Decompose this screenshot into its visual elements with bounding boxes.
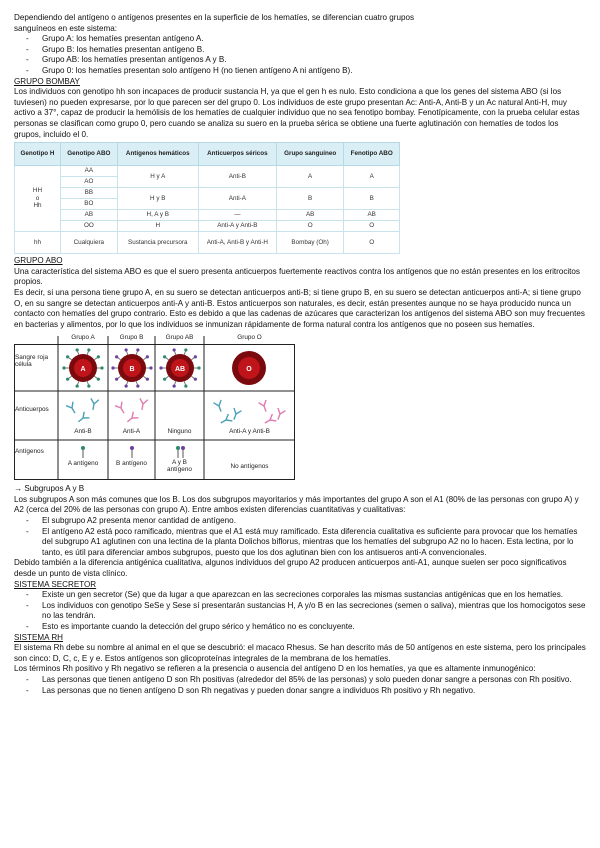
row-label: Antígenos — [15, 448, 44, 456]
antigen-dot — [87, 385, 90, 388]
antigen-label: B antígeno — [116, 460, 147, 468]
subgrupos-bullet: - El subgrupo A2 presenta menor cantidad de antígeno. — [26, 516, 236, 526]
antibody-icon — [274, 408, 285, 421]
antibody-icon — [214, 400, 225, 413]
antigen-dot — [97, 356, 100, 359]
abo-heading: GRUPO ABO — [14, 256, 63, 266]
table-header: Grupo sanguíneo — [276, 143, 343, 166]
abo-genotype-table — [14, 142, 400, 254]
cell-letter: AB — [174, 366, 186, 374]
rh-bullet: - Las personas que tienen antígeno D son Rh positivas (alrededor del 85% de las personas) y solo pueden donar sangre a personas con Rh positivo. — [26, 674, 572, 684]
antibody-icon — [66, 402, 78, 416]
fenotipo-cell: B — [344, 188, 400, 210]
subgrupos-paragraph-2: Debido también a la diferencia antigénica cualitativa, algunos individuos del grupo A2 producen anticuerpos anti-A1, aunque suelen ser poco significativos desde un punto de vista clínico. — [14, 558, 567, 579]
secretor-bullet: - Esto es importante cuando la detección del grupo sérico y hemático no es concluyente. — [26, 622, 355, 631]
antigenos-cell: H y B — [117, 188, 198, 210]
genotipo-abo-cell: AA — [60, 166, 117, 177]
genotipo-abo-cell: OO — [60, 221, 117, 232]
table-cell: O — [344, 232, 400, 254]
antigen-dot — [87, 349, 90, 352]
table-header: Antígenos hemáticos — [117, 143, 198, 166]
genotipo-abo-cell: BB — [60, 188, 117, 199]
antigen-dot — [115, 356, 118, 359]
antibody-icon — [219, 414, 233, 426]
table-row — [15, 166, 400, 177]
row-label: Anticuerpos — [15, 406, 49, 414]
table-row — [15, 188, 400, 199]
antigen-dot — [146, 356, 149, 359]
column-label: Grupo AB — [165, 334, 194, 342]
table-header: Fenotipo ABO — [344, 143, 400, 166]
antigen-dot — [66, 378, 69, 381]
intro-bullet: - Grupo AB: los hematíes presentan antígenos A y B. — [26, 55, 227, 65]
grupo-cell: A — [276, 166, 343, 188]
grupo-cell: O — [276, 221, 343, 232]
antigen-dot — [159, 367, 162, 370]
antigen-markers — [81, 446, 185, 458]
antibody-icon — [138, 399, 148, 411]
antigen-dot — [184, 385, 187, 388]
antigen-ab-icon — [176, 446, 185, 458]
antigenos-cell: H, A y B — [117, 210, 198, 221]
antigen-label: A antígeno — [67, 460, 99, 468]
antigen-dot — [125, 385, 128, 388]
antigen-dot — [173, 349, 176, 352]
intro-line-2: sanguíneos en este sistema: — [14, 23, 118, 33]
antibody-icon — [263, 414, 277, 426]
secretor-bullet: - Existe un gen secretor (Se) que da lugar a que aparezcan en las secreciones corporales las mismas sustancias antigénicas que en los hematíes. — [26, 590, 563, 600]
abo-paragraph-1: Una característica del sistema ABO es que el suero presenta anticuerpos fuertemente reactivos contra los antígenos que no están presentes en los eritrocitos propios. — [14, 266, 580, 287]
antigen-dot — [146, 378, 149, 381]
cell-letter: B — [129, 366, 135, 374]
antigen-dot — [136, 349, 139, 352]
antigen-dot — [163, 378, 166, 381]
antibody-label: Anti-A — [122, 428, 141, 436]
genotipo-abo-cell: BO — [60, 199, 117, 210]
genotipo-abo-cell: AO — [60, 177, 117, 188]
antibody-label: Ninguno — [167, 428, 192, 436]
antibody-icon — [76, 412, 90, 425]
secretor-bullet: - Los individuos con genotipo SeSe y Sese sí presentarán sustancias H, A y/o B en las secreciones (semen o saliva), mientras que los homocigotos sese no las tendrán. — [26, 600, 586, 621]
table-cell: Bombay (Oh) — [276, 232, 343, 254]
antigen-dot — [125, 349, 128, 352]
abo-blood-group-figure — [14, 336, 296, 480]
intro-bullet: - Grupo A: los hematíes presentan antígeno A. — [26, 34, 204, 44]
fenotipo-cell: A — [344, 166, 400, 188]
table-cell: Cualquiera — [60, 232, 117, 254]
antigen-dot — [62, 367, 65, 370]
subgrupos-paragraph-1: Los subgrupos A son más comunes que los B. Los dos subgrupos mayoritarios y más importantes del grupo A son el A1 (80% de las personas con grupo A) y A2 (cerca del 20% de las personas con grupo A). Entre ambos existen diferencias cuantitativas y cualitativas: — [14, 494, 579, 515]
anticuerpos-cell: Anti-B — [198, 166, 276, 188]
antigen-label: No antígenos — [230, 463, 269, 471]
antigen-dot — [66, 356, 69, 359]
antigen-dot — [184, 349, 187, 352]
grupo-cell: AB — [276, 210, 343, 221]
antigen-dot — [149, 367, 152, 370]
rh-bullet: - Las personas que no tienen antígeno D son Rh negativas y pueden donar sangre a individuos Rh positivo y Rh negativo. — [26, 685, 476, 695]
antibody-label: Anti-B — [74, 428, 92, 436]
genotipo-h-cell: HH o Hh — [15, 166, 61, 232]
antigen-dot — [194, 378, 197, 381]
rh-heading: SISTEMA RH — [14, 632, 64, 642]
column-label: Grupo A — [71, 334, 95, 342]
table-row — [15, 232, 400, 254]
antibody-icon — [125, 412, 139, 425]
table-header: Genotipo H — [15, 143, 61, 166]
table-header: Anticuerpos séricos — [198, 143, 276, 166]
antigenos-cell: H — [117, 221, 198, 232]
antigen-dot — [100, 367, 103, 370]
genotipo-abo-cell: AB — [60, 210, 117, 221]
table-cell: Anti-A, Anti-B y Anti-H — [198, 232, 276, 254]
fenotipo-cell: AB — [344, 210, 400, 221]
bombay-heading: GRUPO BOMBAY — [14, 76, 80, 86]
subgrupos-bullet: - El antígeno A2 está poco ramificado, mientras que el A1 está muy ramificado. Esta diferencia cualitativa es suficiente para provocar que los hematíes del subgrupo A1 aglutinen con una lectina de la planta Dolichos biflorus, mientras que los hematíes del subgrupo A2 no lo hacen. Esta lectina, por lo tanto, es útil para diferenciar ambos subgrupos, puesto que los dos aglutinan bien con los antisueros anti-A convencionales. — [26, 526, 578, 557]
antibody-icons — [66, 399, 285, 427]
antigen-dot — [76, 385, 79, 388]
antibody-icon — [259, 400, 270, 413]
antigen-dot — [76, 349, 79, 352]
antigen-dot — [111, 367, 114, 370]
row-label: Sangre roja célula — [15, 354, 49, 369]
antigen-a-icon — [81, 446, 85, 458]
antibody-icon — [115, 402, 127, 416]
antigen-dot — [197, 367, 200, 370]
column-label: Grupo B — [119, 334, 144, 342]
grupo-cell: B — [276, 188, 343, 210]
antibody-icon — [230, 408, 241, 421]
antigen-dot — [97, 378, 100, 381]
antigen-dot — [173, 385, 176, 388]
bombay-paragraph: Los individuos con genotipo hh son incapaces de producir sustancia H, ya que el gen h es nulo. Esto condiciona a que los genes del sistema ABO (si los tuviesen) no pueden expresarse, por lo que parecen ser del grupo 0. Los individuos de este grupo presentan Ac: Anti-A, Anti-B y un Ac natural Anti-H, muy activo a 37°, capaz de producir la hemólisis de los hematíes de cualquier individuo que no sea fenotipo bombay. Fenotípicamente, con la prueba celular estas personas se clasifican como grupo 0, pero cuando se analiza su suero en la prueba sérica se obtiene una fuerte aglutinación con hematíes de todos los grupos, incluido el 0. — [14, 87, 580, 139]
antibody-label: Anti-A y Anti-B — [229, 428, 270, 436]
column-label: Grupo O — [237, 334, 262, 342]
rh-paragraph-1: El sistema Rh debe su nombre al animal en el que se descubrió: el macaco Rhesus. Se han descrito más de 50 antígenos en este sistema, pero los principales son cinco: D, C, c, E y e. Estos antígenos son glicoproteínas integrales de la membrana de los hematíes. — [14, 643, 586, 663]
abo-paragraph-2: Es decir, si una persona tiene grupo A, en su suero se detectan anticuerpos anti-B; si tiene grupo B, en su suero se detectan anticuerpos anti-A; si tiene grupo O, en su sangre se detectan anticuerpos anti-A y anti-B. Estos anticuerpos son naturales, es decir, están presentes aunque no se haya producido nunca un contacto con hematíes del grupo contrario. Esto es debido a que las cadenas de azúcares que caracterizan los antígenos del sistema ABO son muy frecuentes en bacterias y alimentos, por lo que los individuos se inmunizan rápidamente de forma natural contra los antígenos que no poseen sus hematíes. — [14, 287, 585, 329]
antigen-dot — [163, 356, 166, 359]
antigenos-cell: H y A — [117, 166, 198, 188]
rh-paragraph-2: Los términos Rh positivo y Rh negativo se refieren a la presencia o ausencia del antígeno D en los hematíes, ya que es altamente inmunogénico: — [14, 664, 536, 674]
intro-line-1: Dependiendo del antígeno o antígenos presentes en la superficie de los hematíes, se diferencian cuatro grupos — [14, 13, 415, 22]
antigen-dot — [194, 356, 197, 359]
fenotipo-cell: O — [344, 221, 400, 232]
table-row — [15, 210, 400, 221]
document-page — [14, 13, 586, 696]
table-cell: hh — [15, 232, 61, 254]
table-row — [15, 221, 400, 232]
table-header: Genotipo ABO — [60, 143, 117, 166]
antigen-dot — [115, 378, 118, 381]
antigen-b-icon — [130, 446, 134, 458]
intro-bullet: - Grupo 0: los hematíes presentan solo antígeno H (no tienen antígeno A ni antígeno B). — [26, 65, 353, 75]
antigen-label: A y B antígeno — [167, 459, 192, 474]
anticuerpos-cell: — — [198, 210, 276, 221]
antigen-dot — [136, 385, 139, 388]
intro-bullet: - Grupo B: los hematíes presentan antígeno B. — [26, 44, 205, 54]
anticuerpos-cell: Anti-A — [198, 188, 276, 210]
antibody-icon — [89, 399, 99, 411]
table-header-row — [15, 143, 400, 166]
anticuerpos-cell: Anti-A y Anti-B — [198, 221, 276, 232]
table-cell: Sustancia precursora — [117, 232, 198, 254]
subgrupos-heading: → Subgrupos A y B — [14, 484, 85, 494]
cell-letter: O — [246, 366, 252, 374]
secretor-heading: SISTEMA SECRETOR — [14, 579, 97, 589]
cell-letter: A — [80, 366, 86, 374]
